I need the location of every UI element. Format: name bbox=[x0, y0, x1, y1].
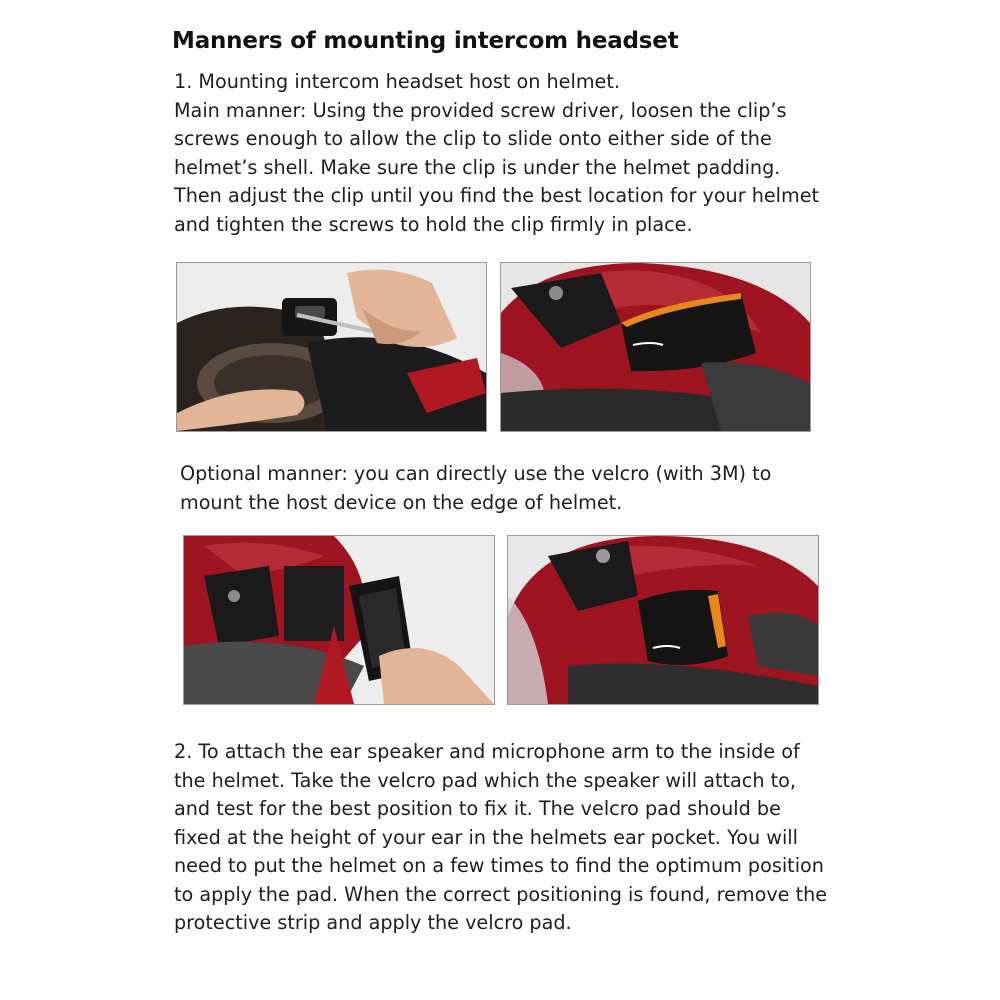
text-line: 2. To attach the ear speaker and microphone arm to the inside of bbox=[174, 740, 800, 763]
photo-velcro-mounted bbox=[507, 535, 819, 705]
page-title: Manners of mounting intercom headset bbox=[172, 28, 679, 54]
text-line: Optional manner: you can directly use the velcro (with 3M) to bbox=[180, 462, 772, 485]
text-line: mount the host device on the edge of helmet. bbox=[180, 490, 623, 514]
text-line: need to put the helmet on a few times to find the optimum position bbox=[174, 854, 824, 877]
photo-velcro-attach bbox=[183, 535, 495, 705]
text-line: to apply the pad. When the correct positioning is found, remove the bbox=[174, 882, 828, 906]
section-2-text bbox=[174, 738, 864, 938]
text-line: 1. Mounting intercom headset host on helmet. bbox=[174, 70, 620, 93]
section-1-text bbox=[174, 68, 864, 239]
photo-host-mounted-clip bbox=[500, 262, 811, 432]
text-line: and tighten the screws to hold the clip firmly in place. bbox=[174, 212, 693, 236]
text-line: and test for the best position to fix it. The velcro pad should be bbox=[174, 797, 781, 820]
text-line: the helmet. Take the velcro pad which the speaker will attach to, bbox=[174, 768, 796, 792]
photo-screwdriver-clip bbox=[176, 262, 487, 432]
text-line: Then adjust the clip until you find the best location for your helmet bbox=[174, 184, 820, 207]
optional-manner-text bbox=[180, 460, 820, 517]
text-line: fixed at the height of your ear in the helmets ear pocket. You will bbox=[174, 825, 798, 849]
text-line: protective strip and apply the velcro pad. bbox=[174, 911, 572, 934]
text-line: helmet’s shell. Make sure the clip is under the helmet padding. bbox=[174, 155, 781, 179]
text-line: Main manner: Using the provided screw driver, loosen the clip’s bbox=[174, 98, 787, 122]
text-line: screws enough to allow the clip to slide onto either side of the bbox=[174, 127, 772, 150]
